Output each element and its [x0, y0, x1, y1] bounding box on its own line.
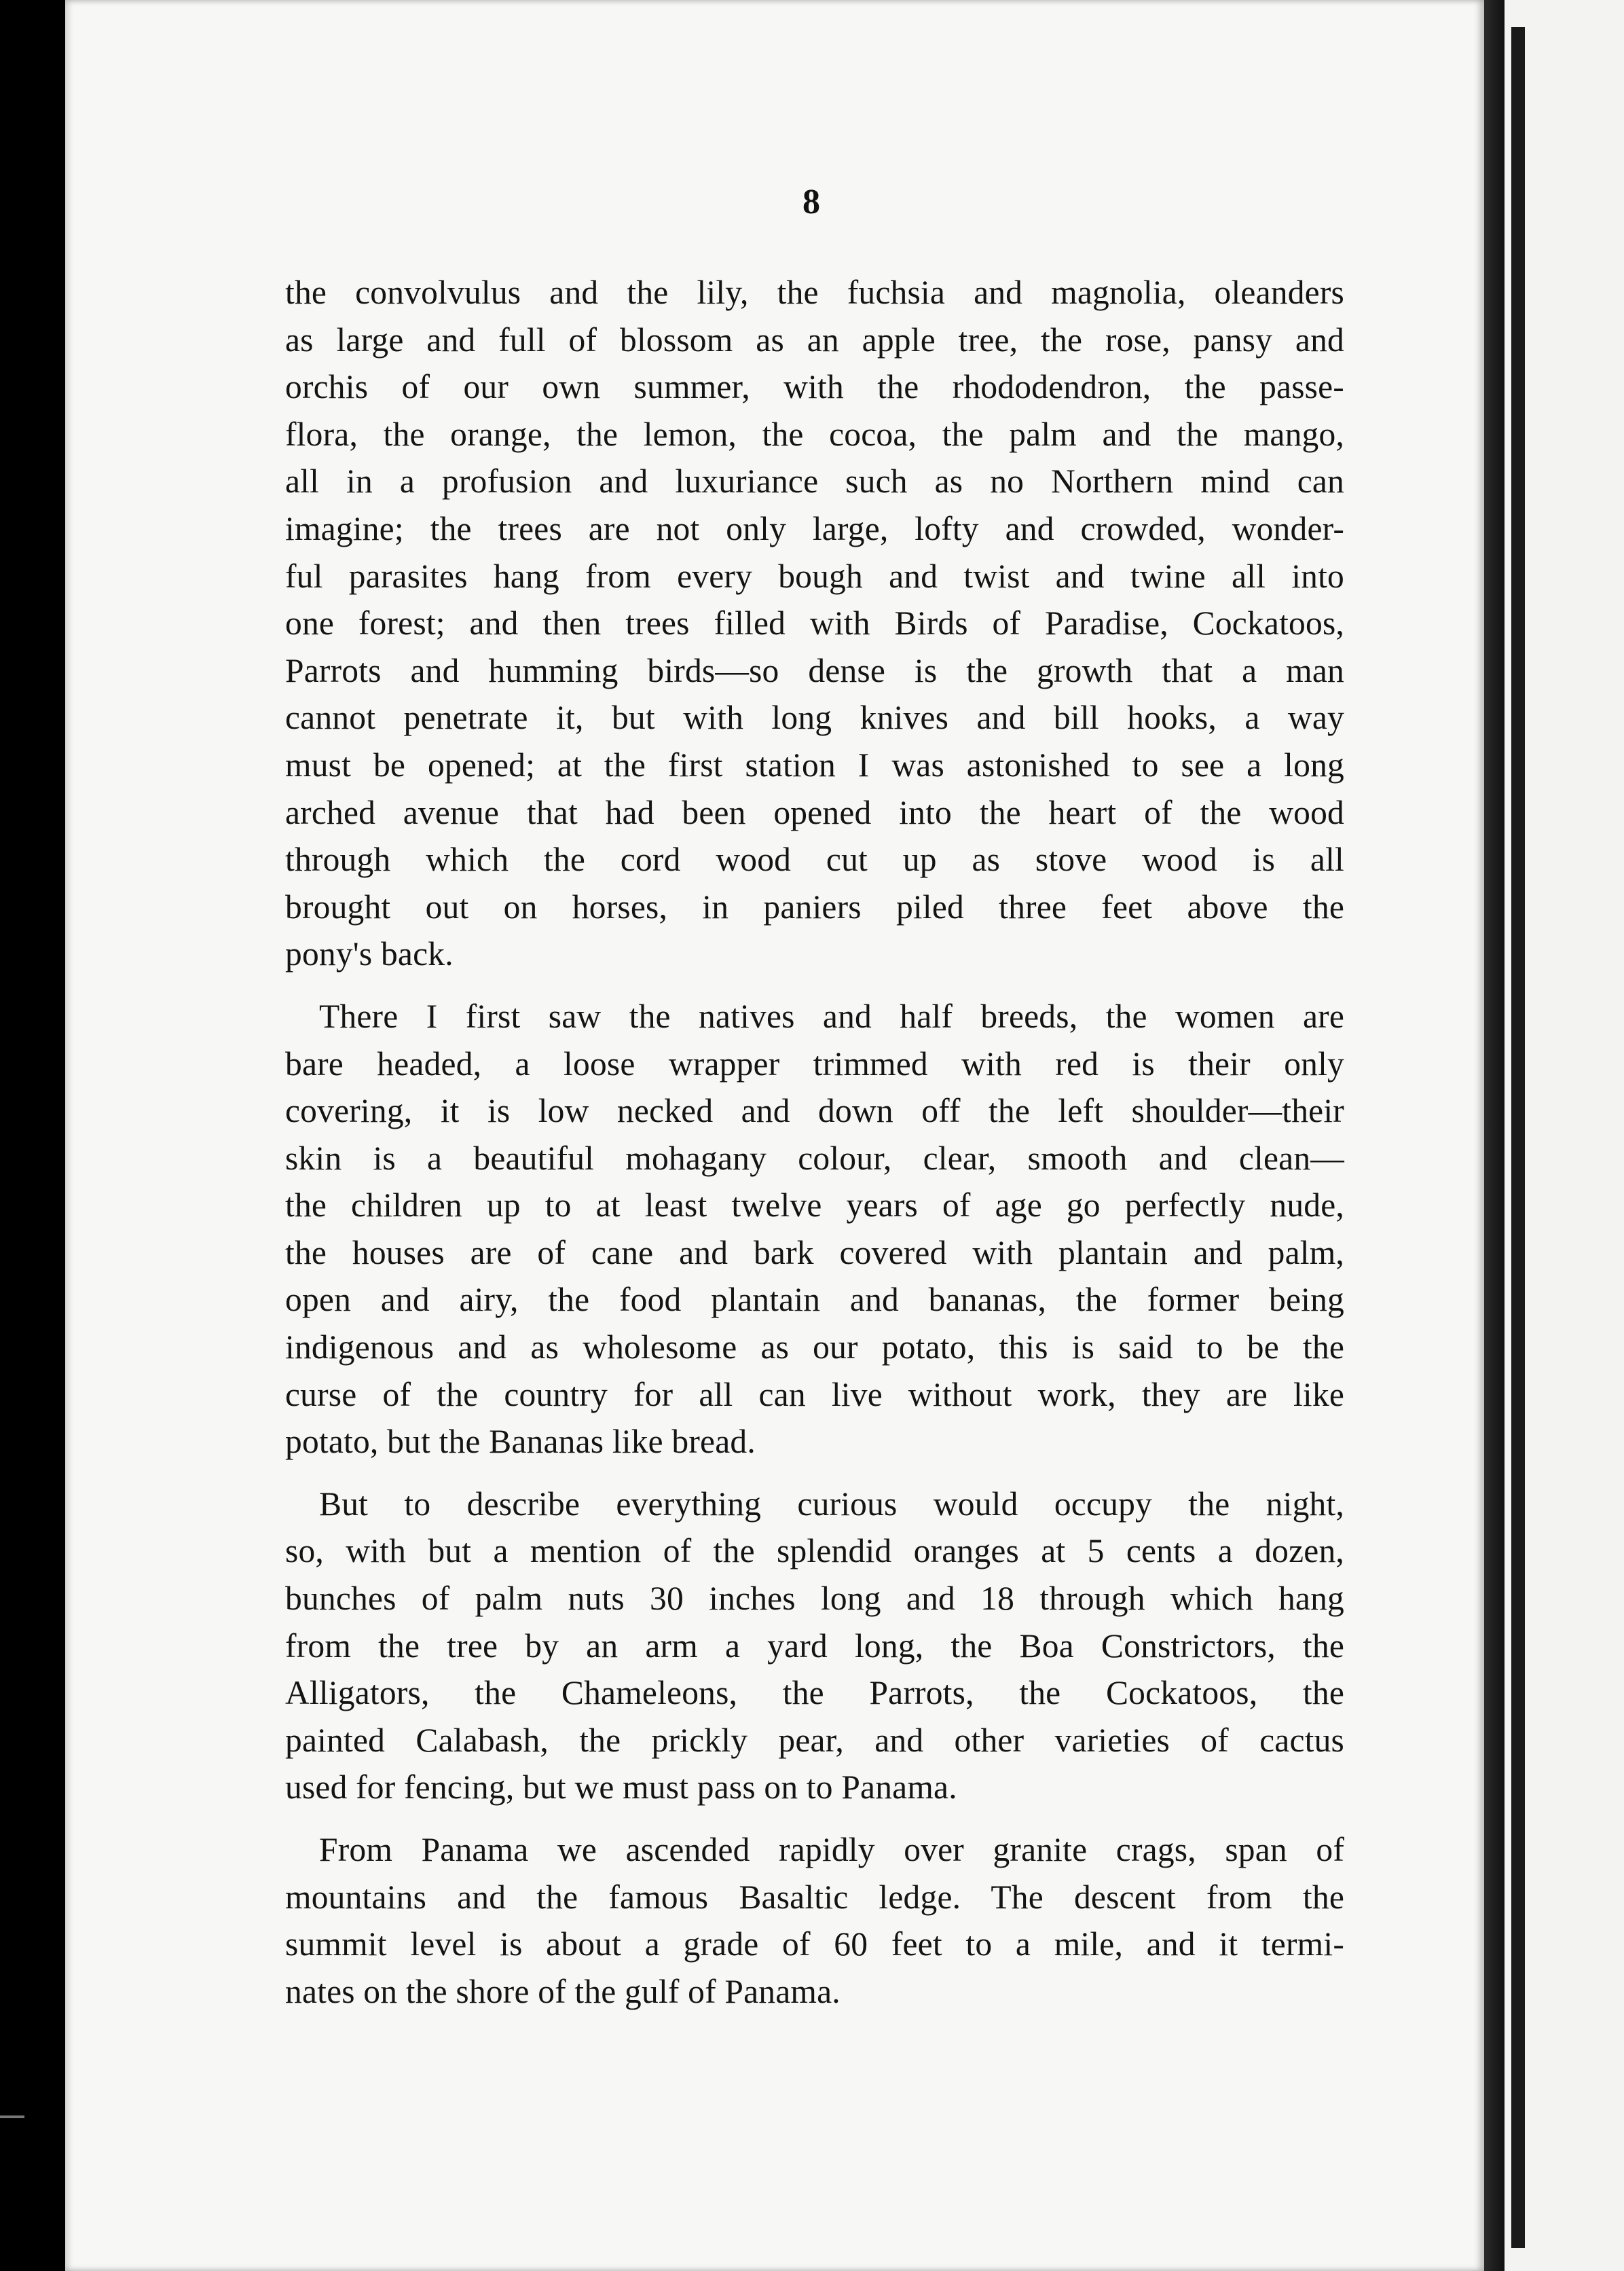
text-line: painted Calabash, the prickly pear, and other varieties of cactus [285, 1721, 1344, 1759]
paragraph-4 [285, 1826, 1344, 2015]
text-line: But to describe everything curious would occupy the night, [319, 1485, 1344, 1523]
text-line: Alligators, the Chameleons, the Parrots, the Cockatoos, the [285, 1674, 1344, 1712]
text-line: the houses are of cane and bark covered with plantain and palm, [285, 1233, 1344, 1271]
text-line: pony's back. [285, 935, 454, 973]
text-line: flora, the orange, the lemon, the cocoa, the palm and the mango, [285, 415, 1344, 453]
text-line: so, with but a mention of the splendid oranges at 5 cents a dozen, [285, 1532, 1344, 1570]
text-line: summit level is about a grade of 60 feet to a mile, and it termi- [285, 1925, 1344, 1963]
paragraph-3 [285, 1480, 1344, 1811]
text-line: all in a profusion and luxuriance such as no Northern mind can [285, 462, 1344, 501]
text-line: nates on the shore of the gulf of Panama. [285, 1972, 841, 2010]
text-line: mountains and the famous Basaltic ledge. The descent from the [285, 1878, 1344, 1916]
text-line: imagine; the trees are not only large, lofty and crowded, wonder- [285, 509, 1344, 547]
text-line: brought out on horses, in paniers piled three feet above the [285, 888, 1344, 926]
text-line: through which the cord wood cut up as stove wood is all [285, 841, 1344, 879]
text-line: bare headed, a loose wrapper trimmed with red is their only [285, 1044, 1344, 1083]
text-line: the children up to at least twelve years of age go perfectly nude, [285, 1186, 1344, 1224]
text-line: the convolvulus and the lily, the fuchsia and magnolia, oleanders [285, 274, 1344, 311]
paragraph-1 [285, 269, 1344, 978]
text-line: Parrots and humming birds—so dense is the growth that a man [285, 651, 1344, 689]
text-line: must be opened; at the first station I was astonished to see a long [285, 746, 1344, 784]
text-line: cannot penetrate it, but with long knives and bill hooks, a way [285, 699, 1344, 737]
text-line: arched avenue that had been opened into the heart of the wood [285, 793, 1344, 831]
text-line: used for fencing, but we must pass on to Panama. [285, 1768, 957, 1806]
text-line: one forest; and then trees filled with Birds of Paradise, Cockatoos, [285, 604, 1344, 642]
body-text [285, 269, 1344, 2030]
paragraph-2 [285, 993, 1344, 1466]
text-line: From Panama we ascended rapidly over granite crags, span of [319, 1831, 1344, 1868]
text-line: skin is a beautiful mohagany colour, clear, smooth and clean— [285, 1139, 1344, 1177]
text-line: covering, it is low necked and down off the left shoulder—their [285, 1092, 1344, 1130]
text-line: potato, but the Bananas like bread. [285, 1423, 756, 1461]
text-line: curse of the country for all can live without work, they are like [285, 1375, 1344, 1413]
text-line: as large and full of blossom as an apple tree, the rose, pansy and [285, 321, 1344, 359]
text-line: There I first saw the natives and half breeds, the women are [319, 997, 1344, 1035]
text-line: from the tree by an arm a yard long, the Boa Constrictors, the [285, 1627, 1344, 1665]
text-line: open and airy, the food plantain and bananas, the former being [285, 1281, 1344, 1319]
text-line: ful parasites hang from every bough and twist and twine all into [285, 557, 1344, 595]
page-number: 8 [802, 183, 820, 221]
text-line: bunches of palm nuts 30 inches long and 18 through which hang [285, 1580, 1344, 1618]
text-line: orchis of our own summer, with the rhododendron, the passe- [285, 368, 1344, 406]
text-line: indigenous and as wholesome as our potato, this is said to be the [285, 1328, 1344, 1366]
page-gutter [1484, 0, 1505, 2271]
scan-artifact [0, 2115, 24, 2118]
adjacent-page-shadow [1511, 27, 1525, 2248]
